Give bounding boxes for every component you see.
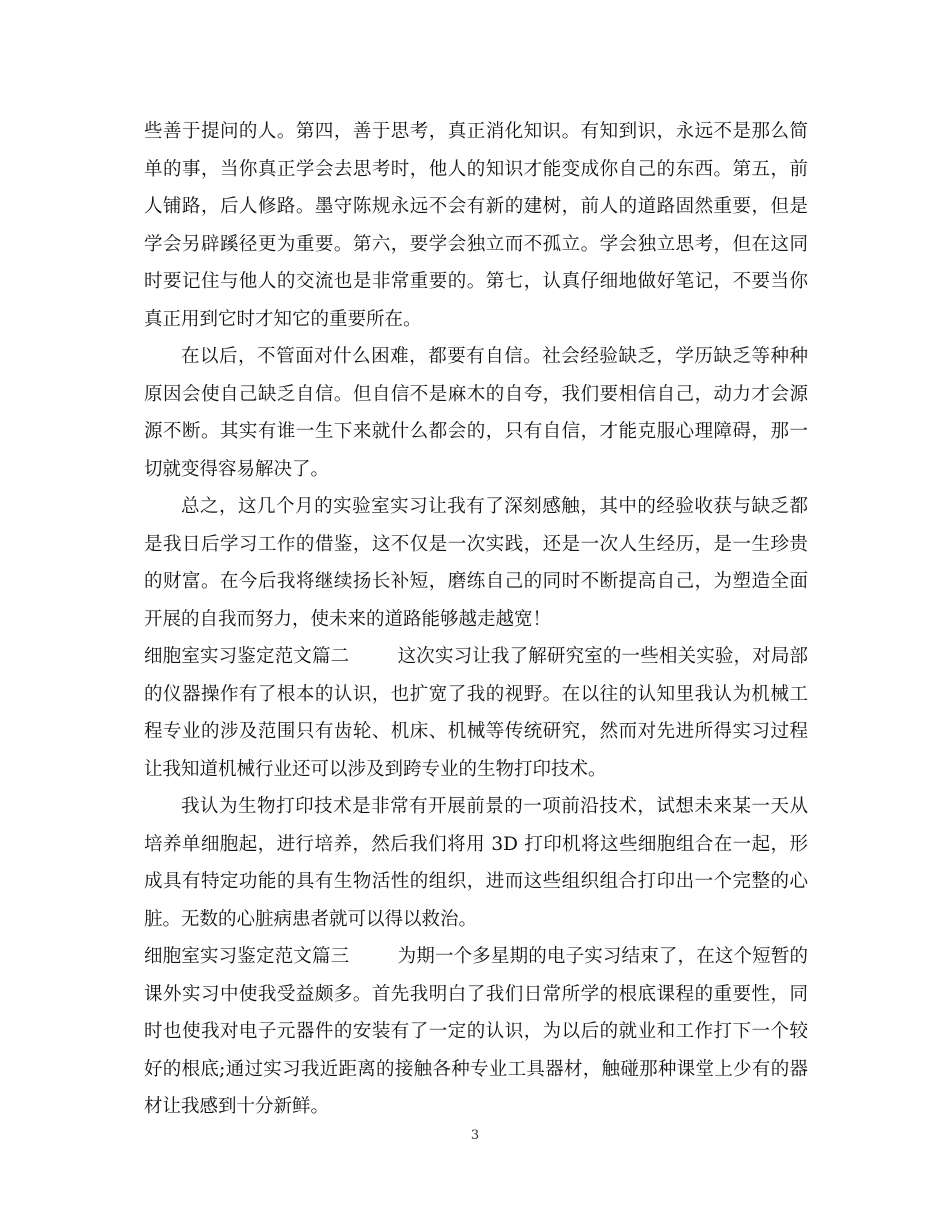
heading-gap	[349, 646, 397, 667]
section-three-text: 为期一个多星期的电子实习结束了，在这个短暂的课外实习中使我受益颇多。首先我明白了我们日常所学的根底课程的重要性，同时也使我对电子元器件的安装有了一定的认识，为以后的就业和工作打下一个较好的根底;通过实习我近距离的接触各种专业工具器材，触碰那种课堂上少有的器材让我感到十分新鲜。	[144, 946, 808, 1117]
section-heading-three: 细胞室实习鉴定范文篇三	[144, 946, 350, 967]
paragraph-bioprinting: 我认为生物打印技术是非常有开展前景的一项前沿技术，试想未来某一天从培养单细胞起，进行培养，然后我们将用 3D 打印机将这些细胞组合在一起，形成具有特定功能的具有生物活性的组织，进而这些组织组合打印出一个完整的心脏。无数的心脏病患者就可以得以救治。	[144, 796, 808, 930]
document-body	[144, 113, 808, 1126]
page-number: 3	[470, 1128, 480, 1143]
paragraph-confidence: 在以后，不管面对什么困难，都要有自信。社会经验缺乏，学历缺乏等种种原因会使自己缺乏自信。但自信不是麻木的自夸，我们要相信自己，动力才会源源不断。其实有谁一生下来就什么都会的，只有自信，才能克服心理障碍，那一切就变得容易解决了。	[144, 346, 808, 480]
section-heading-two: 细胞室实习鉴定范文篇二	[144, 646, 350, 667]
heading-gap	[349, 946, 397, 967]
paragraph-conclusion: 总之，这几个月的实验室实习让我有了深刻感触，其中的经验收获与缺乏都是我日后学习工作的借鉴，这不仅是一次实践，还是一次人生经历，是一生珍贵的财富。在今后我将继续扬长补短，磨练自己的同时不断提高自己，为塑造全面开展的自我而努力，使未来的道路能够越走越宽！	[144, 496, 808, 630]
paragraph-section-two	[144, 638, 808, 788]
section-two-text: 这次实习让我了解研究室的一些相关实验，对局部的仪器操作有了根本的认识，也扩宽了我的视野。在以往的认知里我认为机械工程专业的涉及范围只有齿轮、机床、机械等传统研究，然而对先进所得实习过程让我知道机械行业还可以涉及到跨专业的生物打印技术。	[144, 646, 808, 780]
paragraph-study-tips: 些善于提问的人。第四，善于思考，真正消化知识。有知到识，永远不是那么简单的事，当你真正学会去思考时，他人的知识才能变成你自己的东西。第五，前人铺路，后人修路。墨守陈规永远不会有新的建树，前人的道路固然重要，但是学会另辟蹊径更为重要。第六，要学会独立而不孤立。学会独立思考，但在这同时要记住与他人的交流也是非常重要的。第七，认真仔细地做好笔记，不要当你真正用到它时才知它的重要所在。	[144, 121, 808, 330]
paragraph-section-three	[144, 938, 808, 1126]
